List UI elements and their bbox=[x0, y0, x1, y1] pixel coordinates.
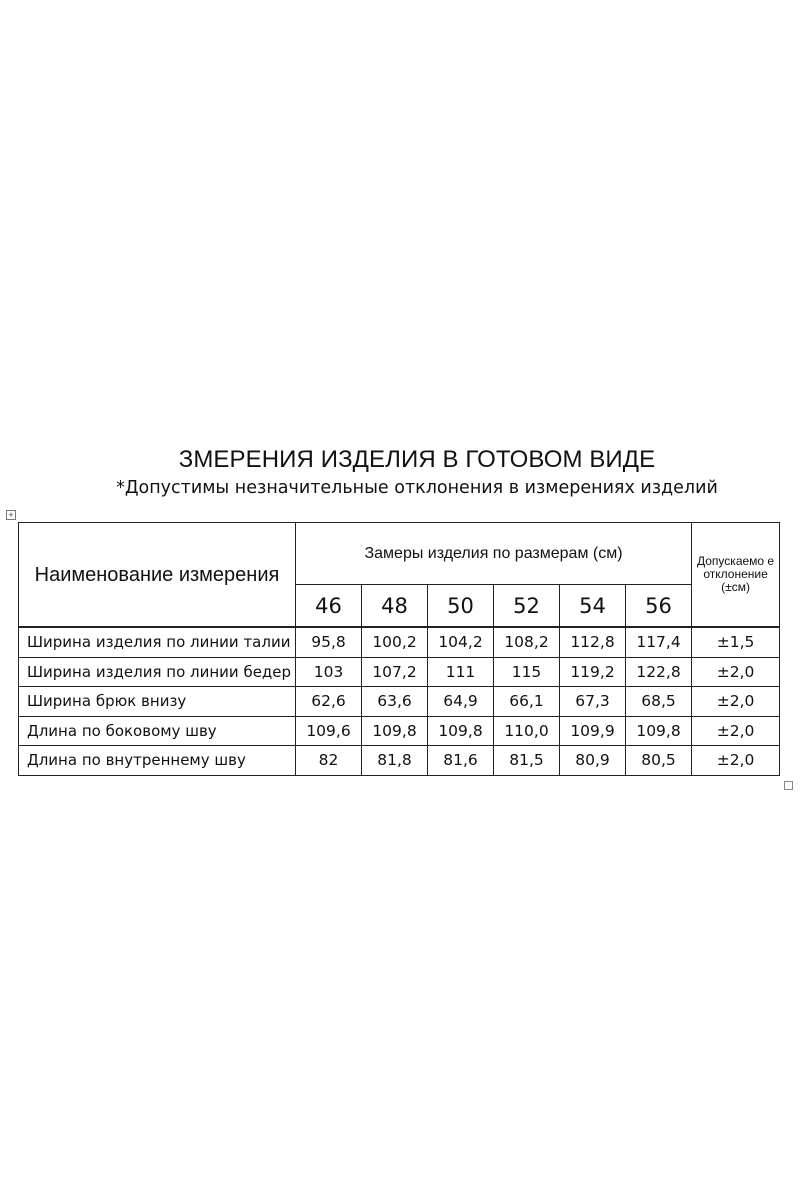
row-value: 107,2 bbox=[362, 657, 428, 687]
table-move-handle-icon[interactable]: + bbox=[6, 510, 16, 520]
row-measurement-name: Длина по боковому шву bbox=[19, 716, 296, 746]
header-size: 48 bbox=[362, 585, 428, 627]
row-value: 103 bbox=[296, 657, 362, 687]
row-value: 63,6 bbox=[362, 687, 428, 717]
row-value: 104,2 bbox=[428, 628, 494, 658]
row-value: 95,8 bbox=[296, 628, 362, 658]
page-subtitle: *Допустимы незначительные отклонения в измерениях изделий bbox=[116, 478, 718, 498]
row-value: 112,8 bbox=[560, 628, 626, 658]
header-size: 54 bbox=[560, 585, 626, 627]
header-size: 52 bbox=[494, 585, 560, 627]
row-value: 109,8 bbox=[626, 716, 692, 746]
row-value: 81,6 bbox=[428, 746, 494, 776]
row-value: 62,6 bbox=[296, 687, 362, 717]
row-measurement-name: Ширина брюк внизу bbox=[19, 687, 296, 717]
table-row bbox=[19, 687, 780, 717]
row-value: 68,5 bbox=[626, 687, 692, 717]
row-value: 109,8 bbox=[428, 716, 494, 746]
header-tolerance: Допускаемо е отклонение (±см) bbox=[692, 523, 780, 627]
header-row bbox=[19, 523, 780, 585]
row-tolerance: ±1,5 bbox=[692, 628, 780, 658]
table-row bbox=[19, 746, 780, 776]
row-measurement-name: Ширина изделия по линии бедер bbox=[19, 657, 296, 687]
row-value: 108,2 bbox=[494, 628, 560, 658]
row-value: 100,2 bbox=[362, 628, 428, 658]
measurements-table bbox=[18, 522, 780, 776]
row-value: 66,1 bbox=[494, 687, 560, 717]
row-tolerance: ±2,0 bbox=[692, 716, 780, 746]
table-row bbox=[19, 716, 780, 746]
table-row bbox=[19, 657, 780, 687]
page-title: ЗМЕРЕНИЯ ИЗДЕЛИЯ В ГОТОВОМ ВИДЕ bbox=[178, 446, 656, 473]
row-value: 117,4 bbox=[626, 628, 692, 658]
row-value: 115 bbox=[494, 657, 560, 687]
table-row bbox=[19, 628, 780, 658]
row-value: 64,9 bbox=[428, 687, 494, 717]
row-value: 80,9 bbox=[560, 746, 626, 776]
row-value: 111 bbox=[428, 657, 494, 687]
row-value: 81,8 bbox=[362, 746, 428, 776]
row-value: 109,6 bbox=[296, 716, 362, 746]
row-value: 110,0 bbox=[494, 716, 560, 746]
row-tolerance: ±2,0 bbox=[692, 687, 780, 717]
row-value: 122,8 bbox=[626, 657, 692, 687]
row-measurement-name: Ширина изделия по линии талии bbox=[19, 628, 296, 658]
row-measurement-name: Длина по внутреннему шву bbox=[19, 746, 296, 776]
row-value: 109,8 bbox=[362, 716, 428, 746]
row-value: 67,3 bbox=[560, 687, 626, 717]
row-value: 81,5 bbox=[494, 746, 560, 776]
row-value: 109,9 bbox=[560, 716, 626, 746]
header-size: 56 bbox=[626, 585, 692, 627]
header-measurement-name: Наименование измерения bbox=[19, 523, 296, 627]
row-tolerance: ±2,0 bbox=[692, 657, 780, 687]
row-value: 80,5 bbox=[626, 746, 692, 776]
header-size: 50 bbox=[428, 585, 494, 627]
row-value: 119,2 bbox=[560, 657, 626, 687]
row-tolerance: ±2,0 bbox=[692, 746, 780, 776]
header-sizes-group: Замеры изделия по размерам (см) bbox=[296, 523, 692, 585]
table-resize-handle[interactable] bbox=[784, 781, 793, 790]
header-size: 46 bbox=[296, 585, 362, 627]
row-value: 82 bbox=[296, 746, 362, 776]
